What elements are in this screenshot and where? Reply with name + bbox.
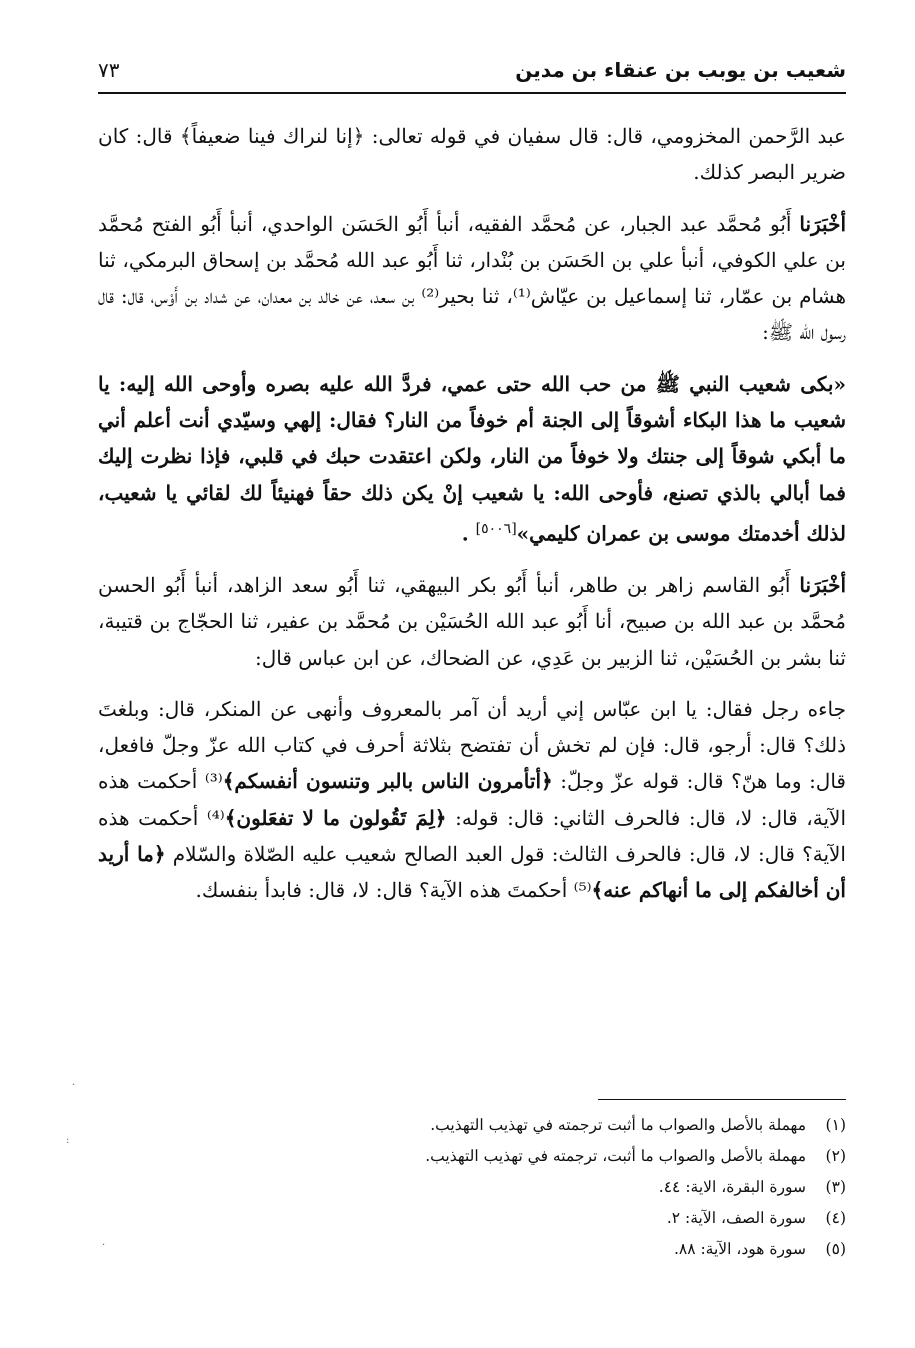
footnote-1: [98, 1110, 846, 1141]
footnote-text: سورة البقرة، الاية: ٤٤.: [658, 1178, 806, 1196]
footnote-4: [98, 1203, 846, 1234]
footnote-number: (٤): [825, 1209, 846, 1227]
main-text: [98, 118, 846, 924]
paragraph-5: [98, 691, 846, 909]
paragraph-4: [98, 567, 846, 676]
paragraph-5-part-b: ⁽³⁾ أحكمت هذه الآية، قال: لا، قال: فالحرف الثاني: قال: قوله:: [98, 769, 847, 830]
footnote-3: [98, 1172, 846, 1203]
akhbarana-lead-2: أخْبَرَنا: [799, 572, 846, 597]
quran-quote-2: ﴿لِمَ تَقُولون ما لا تفعَلون﴾: [224, 805, 447, 830]
footnote-number: (١): [825, 1116, 846, 1134]
footnote-text: سورة هود، الآية: ٨٨.: [673, 1240, 806, 1258]
footnote-text: مهملة بالأصل والصواب ما أثبت ترجمته في تهذيب التهذيب.: [430, 1116, 806, 1134]
hadith-reference: [٥٠٠٦]: [475, 520, 517, 537]
scan-dot: ·: [72, 1080, 76, 1091]
paragraph-5-part-d: ⁽⁵⁾ أحكمتَ هذه الآية؟ قال: لا، قال: فابدأ بنفسك.: [195, 878, 592, 903]
scan-dot: ·: [102, 1240, 106, 1251]
header-rule: [98, 92, 846, 94]
hadith-paragraph: «بكى شعيب النبي ﷺ من حب الله حتى عمي، فردَّ الله عليه بصره وأوحى الله إليه: يا شعيب ما هذا البكاء أشوقاً إلى الجنة أم خوفاً من النار؟ فقال: إلهي وسيّدي أنت أعلم أني ما أبكي شوقاً إلى جنتك ولا خوفاً من النار، ولكن اعتقدت حبك في قلبي، فإذا نظرت إليك فما أبالي بالذي تصنع، فأوحى الله: يا شعيب إنْ يكن ذلك حقاً فهنيئاً لك لقائي يا شعيب، لذلك أخدمتك موسى بن عمران كليمي»[٥٠٠٦] .: [98, 371, 846, 546]
quran-quote-3: ﴿ما أريد أن أخالفكم إلى ما أنهاكم عنه﴾: [98, 842, 846, 903]
footnote-number: (٣): [825, 1178, 846, 1196]
page-header: [98, 58, 846, 94]
quran-quote-1: ﴿أتأمرون الناس بالبر وتنسون أنفسكم﴾: [222, 769, 553, 794]
footnote-number: (٢): [825, 1147, 846, 1165]
paragraph-5-part-c: ⁽⁴⁾ أحكمت هذه الآية؟ قال: لا، قال: فالحرف الثالث: قول العبد الصالح شعيب عليه الصّلاة والسّلام: [98, 805, 846, 866]
running-title: شعيب بن يوبب بن عنقاء بن مدين: [515, 58, 846, 82]
paragraph-2: [98, 206, 846, 351]
footnote-text: سورة الصف، الآية: ٢.: [666, 1209, 806, 1227]
scan-dot: :: [66, 1135, 70, 1146]
footnote-2: [98, 1141, 846, 1172]
paragraph-5-part-a: جاءه رجل فقال: يا ابن عبّاس إني أريد أن آمر بالمعروف وأنهى عن المنكر، قال: وبلغتَ ذلك؟ قال: أرجو، قال: فإن لم تخش أن تفتضح بثلاثة أحرف في كتاب الله عزّ وجلّ فافعل، قال: وما هنّ؟ قال: قوله عزّ وجلّ:: [98, 696, 846, 794]
footnote-5: [98, 1234, 846, 1265]
paragraph-4-text: أَبُو القاسم زاهر بن طاهر، أنبأ أَبُو بكر البيهقي، ثنا أَبُو سعد الزاهد، أنبأ أَبُو الحسن مُحمَّد بن عبد الله بن صبيح، أنا أَبُو عبد الله الحُسَيْن بن مُحمَّد بن عفير، ثنا الحجّاج بن قتيبة، ثنا بشر بن الحُسَيْن، ثنا الزبير بن عَدِي، عن الضحاك، عن ابن عباس قال:: [98, 572, 846, 670]
footnote-number: (٥): [825, 1240, 846, 1258]
paragraph-2-text: أَبُو مُحمَّد عبد الجبار، عن مُحمَّد الفقيه، أنبأ أَبُو الحَسَن الواحدي، أنبأ أَبُو الفتح مُحمَّد بن علي الكوفي، أنبأ علي بن الحَسَن بن بُنْدار، ثنا أَبُو عبد الله مُحمَّد بن إسحاق البرمكي، ثنا هشام بن عمّار، ثنا إسماعيل بن عيّاش⁽¹⁾، ثنا بحير⁽²⁾ بن سعد، عن خالد بن معدان، عن شداد بن أَوْس، قال: قال رسول الله ﷺ:: [98, 211, 846, 345]
hadith-text: «بكى شعيب النبي ﷺ من حب الله حتى عمي، فردَّ الله عليه بصره وأوحى الله إليه: يا شعيب ما هذا البكاء أشوقاً إلى الجنة أم خوفاً من النار؟ فقال: إلهي وسيّدي أنت أعلم أني ما أبكي شوقاً إلى جنتك ولا خوفاً من النار، ولكن اعتقدت حبك في قلبي، فإذا نظرت إليك فما أبالي بالذي تصنع، فأوحى الله: يا شعيب إنْ يكن ذلك حقاً فهنيئاً لك لقائي يا شعيب، لذلك أخدمتك موسى بن عمران كليمي»: [98, 371, 846, 546]
footnote-text: مهملة بالأصل والصواب ما أثبت، ترجمته في تهذيب التهذيب.: [425, 1147, 806, 1165]
paragraph-1: [98, 118, 846, 191]
paragraph-1-text: عبد الرَّحمن المخزومي، قال: قال سفيان في قوله تعالى: ﴿إنا لنراك فينا ضعيفاً﴾ قال: كان ضرير البصر كذلك.: [98, 124, 846, 185]
footnotes: [98, 1110, 846, 1265]
page-number: ٧٣: [98, 58, 120, 82]
akhbarana-lead: أخْبَرَنا: [799, 211, 846, 236]
footnote-rule: [598, 1099, 846, 1100]
